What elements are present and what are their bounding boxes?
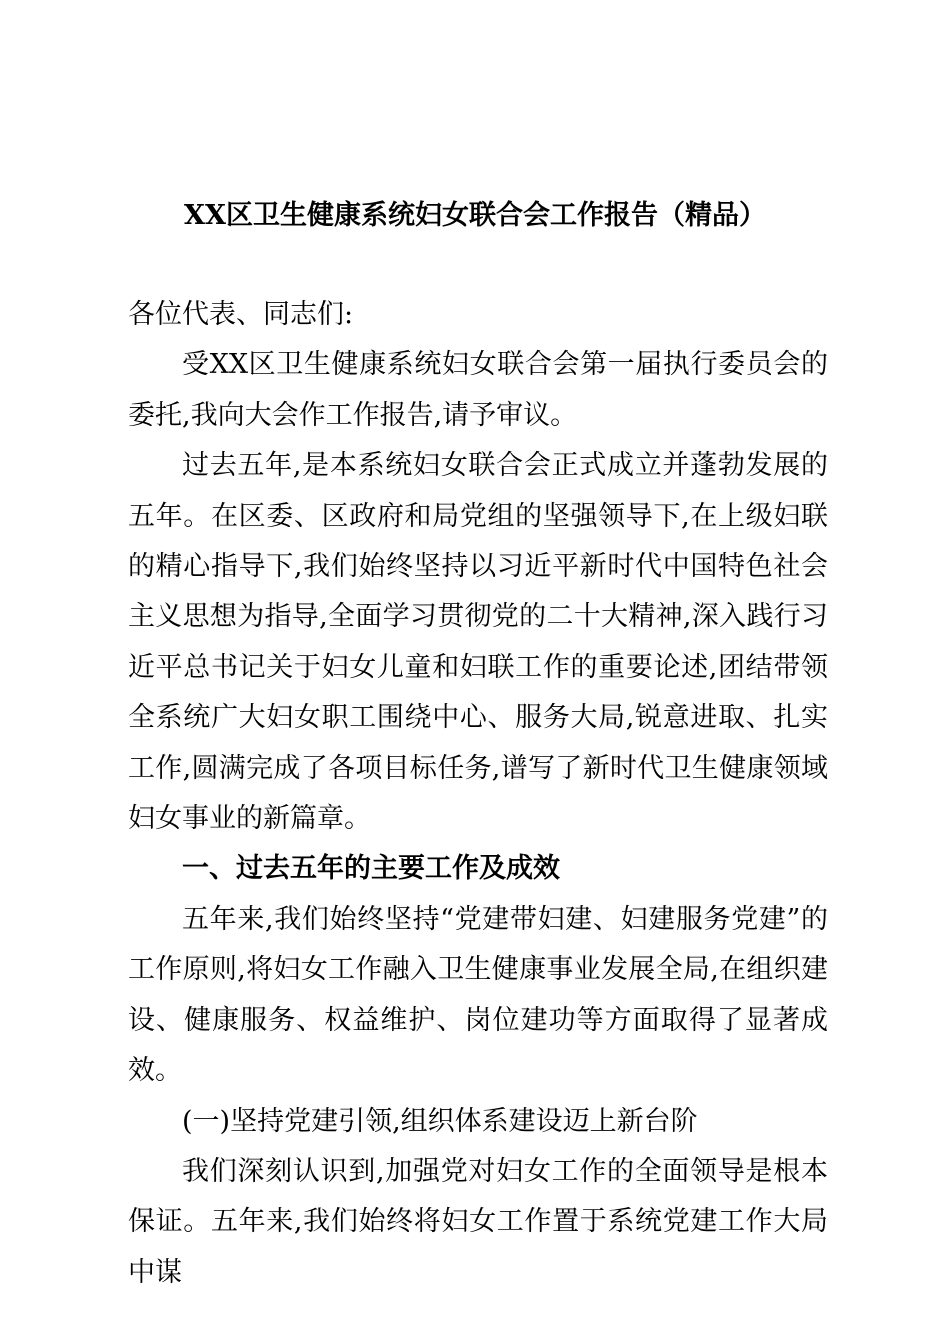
paragraph-past-five-years: 过去五年,是本系统妇女联合会正式成立并蓬勃发展的五年。在区委、区政府和局党组的坚强领导下,在上级妇联的精心指导下,我们始终坚持以习近平新时代中国特色社会主义思想为指导,全面学习贯彻党的二十大精神,深入践行习近平总书记关于妇女儿童和妇联工作的重要论述,团结带领全系统广大妇女职工围绕中心、服务大局,锐意进取、扎实工作,圆满完成了各项目标任务,谱写了新时代卫生健康领域妇女事业的新篇章。	[128, 450, 828, 835]
paragraph-work-principle: 五年来,我们始终坚持“党建带妇建、妇建服务党建”的工作原则,将妇女工作融入卫生健康事业发展全局,在组织建设、健康服务、权益维护、岗位建功等方面取得了显著成效。	[128, 903, 828, 1087]
salutation: 各位代表、同志们:	[128, 299, 354, 330]
paragraph-entrustment: 受XX区卫生健康系统妇女联合会第一届执行委员会的委托,我向大会作工作报告,请予审议。	[128, 349, 828, 431]
paragraph-party-leadership: 我们深刻认识到,加强党对妇女工作的全面领导是根本保证。五年来,我们始终将妇女工作置于系统党建工作大局中谋	[128, 1155, 828, 1288]
document-title: XX区卫生健康系统妇女联合会工作报告（精品）	[184, 200, 766, 231]
subsection-heading-party-building: (一)坚持党建引领,组织体系建设迈上新台阶	[182, 1105, 698, 1137]
section-heading-main-work: 一、过去五年的主要工作及成效	[182, 853, 560, 885]
document-body	[128, 290, 828, 1298]
